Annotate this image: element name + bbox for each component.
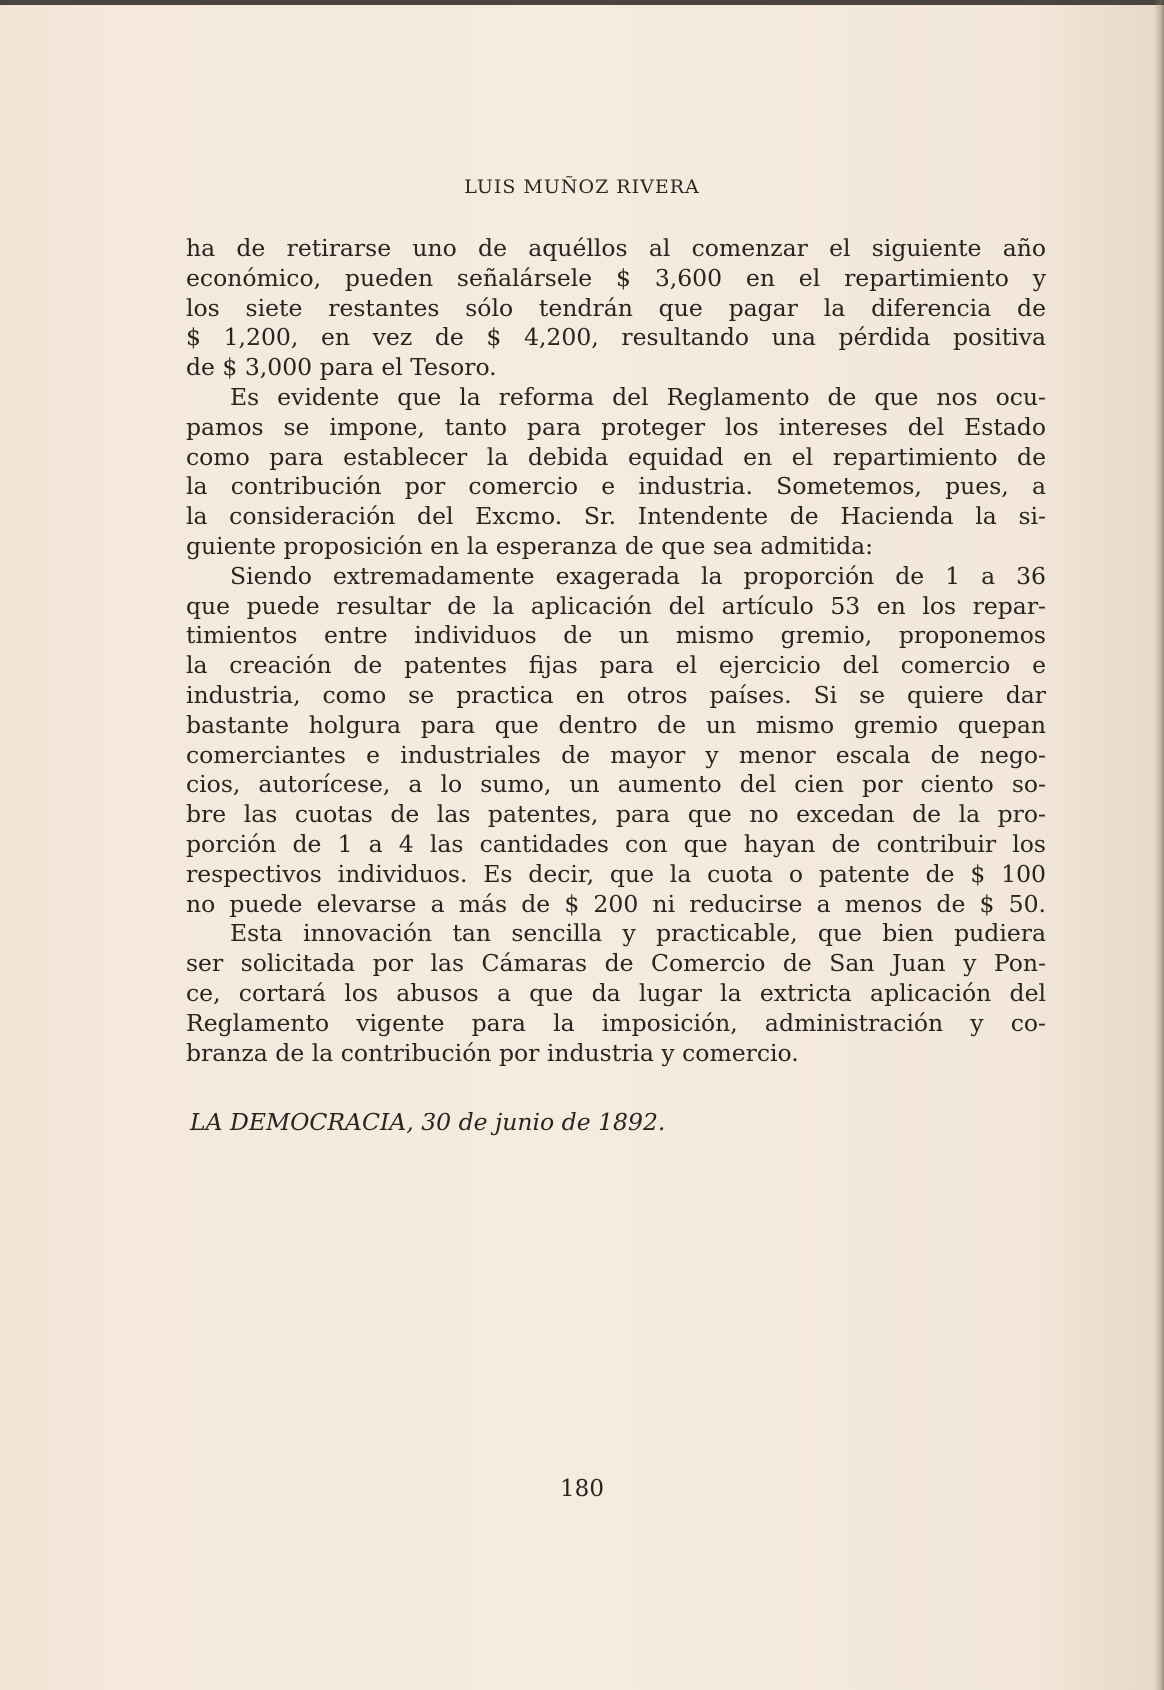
text-line: respectivos individuos. Es decir, que la cuota o patente de $ 100 [186, 859, 1046, 888]
text-line: económico, pueden señalársele $ 3,600 en el repartimiento y [186, 263, 1046, 292]
running-head: LUIS MUÑOZ RIVERA [464, 176, 700, 198]
text-line: Reglamento vigente para la imposición, administración y co- [186, 1008, 1046, 1037]
text-line: comerciantes e industriales de mayor y menor escala de nego- [186, 740, 1046, 769]
text-line: Esta innovación tan sencilla y practicable, que bien pudiera [230, 919, 1046, 948]
paragraph-4 [186, 919, 1046, 1068]
text-line: Es evidente que la reforma del Reglamento de que nos ocu- [230, 382, 1046, 411]
paragraph-2 [186, 383, 1046, 562]
text-line: timientos entre individuos de un mismo gremio, proponemos [186, 621, 1046, 650]
text-line: porción de 1 a 4 las cantidades con que hayan de contribuir los [186, 829, 1046, 858]
text-line: ha de retirarse uno de aquéllos al comenzar el siguiente año [186, 234, 1046, 262]
page-right-edge-shadow [1154, 0, 1164, 1690]
text-line: Siendo extremadamente exagerada la proporción de 1 a 36 [230, 561, 1046, 590]
text-line: no puede elevarse a más de $ 200 ni reducirse a menos de $ 50. [186, 889, 1046, 918]
text-line: de $ 3,000 para el Tesoro. [186, 353, 497, 382]
text-line: que puede resultar de la aplicación del artículo 53 en los repar- [186, 591, 1046, 620]
text-line: industria, como se practica en otros países. Si se quiere dar [186, 680, 1046, 709]
text-line: bre las cuotas de las patentes, para que no excedan de la pro- [186, 800, 1046, 829]
body-text [186, 234, 1046, 1068]
scan-top-edge [0, 0, 1164, 5]
text-line: $ 1,200, en vez de $ 4,200, resultando una pérdida positiva [186, 323, 1046, 352]
paragraph-3 [186, 562, 1046, 920]
text-line: branza de la contribución por industria y comercio. [186, 1038, 799, 1067]
paragraph-1 [186, 234, 1046, 383]
text-line: los siete restantes sólo tendrán que pagar la diferencia de [186, 293, 1046, 322]
text-line: la contribución por comercio e industria. Sometemos, pues, a [186, 472, 1046, 501]
text-line: pamos se impone, tanto para proteger los intereses del Estado [186, 412, 1046, 441]
text-line: la consideración del Excmo. Sr. Intendente de Hacienda la si- [186, 502, 1046, 531]
text-line: la creación de patentes fijas para el ejercicio del comercio e [186, 651, 1046, 680]
page-number: 180 [560, 1476, 604, 1502]
text-line: guiente proposición en la esperanza de que sea admitida: [186, 531, 874, 560]
text-line: ser solicitada por las Cámaras de Comercio de San Juan y Pon- [186, 949, 1046, 978]
text-line: ce, cortará los abusos a que da lugar la extricta aplicación del [186, 978, 1046, 1007]
text-line: como para establecer la debida equidad en el repartimiento de [186, 442, 1046, 471]
text-line: bastante holgura para que dentro de un mismo gremio quepan [186, 710, 1046, 739]
text-line: cios, autorícese, a lo sumo, un aumento del cien por ciento so- [186, 770, 1046, 799]
source-citation: LA DEMOCRACIA, 30 de junio de 1892. [190, 1108, 666, 1136]
